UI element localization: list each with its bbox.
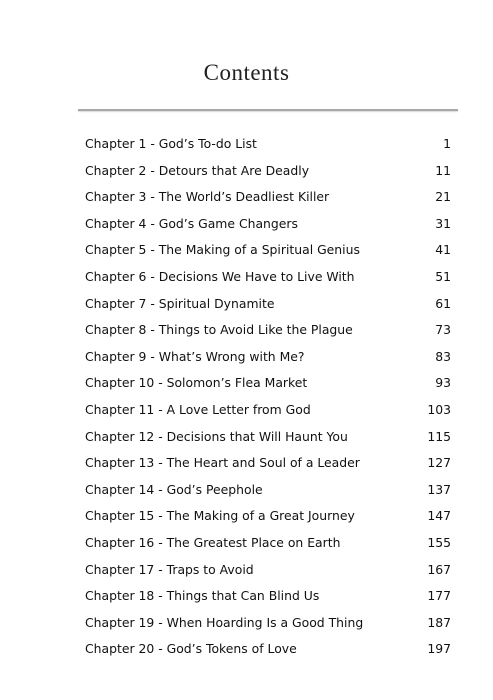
chapter-title: Detours that Are Deadly — [158, 162, 310, 178]
toc-entry-label — [85, 214, 298, 234]
chapter-number: Chapter 14 — [85, 481, 155, 497]
chapter-separator: - — [146, 242, 159, 258]
chapter-number: Chapter 18 — [85, 588, 155, 604]
chapter-separator: - — [146, 295, 159, 311]
chapter-separator: - — [154, 401, 167, 417]
page-number: 11 — [435, 162, 451, 178]
chapter-title: When Hoarding Is a Good Thing — [166, 614, 364, 630]
chapter-number: Chapter 6 — [85, 268, 147, 284]
chapter-number: Chapter 15 — [85, 508, 155, 524]
chapter-number: Chapter 8 — [85, 322, 147, 338]
page-number: 187 — [427, 614, 451, 630]
toc-entry[interactable] — [85, 480, 451, 507]
chapter-title: The Making of a Spiritual Genius — [158, 242, 360, 258]
toc-entry-label — [85, 639, 297, 659]
toc-entry[interactable] — [85, 320, 451, 347]
page-number: 73 — [435, 322, 451, 338]
toc-entry-label — [85, 586, 319, 606]
chapter-title: What’s Wrong with Me? — [158, 348, 305, 364]
chapter-number: Chapter 4 — [85, 215, 147, 231]
toc-entry-label — [85, 400, 311, 420]
page-number: 197 — [427, 641, 451, 657]
toc-entry-label — [85, 240, 360, 260]
page-number: 167 — [427, 561, 451, 577]
title-divider — [78, 109, 458, 111]
chapter-title: Things that Can Blind Us — [166, 588, 320, 604]
chapter-title: Decisions We Have to Live With — [158, 268, 355, 284]
chapter-number: Chapter 11 — [85, 401, 155, 417]
page-title: Contents — [203, 60, 290, 85]
chapter-separator: - — [146, 348, 159, 364]
toc-entry[interactable] — [85, 373, 451, 400]
page-number: 127 — [427, 455, 451, 471]
toc-entry-label — [85, 480, 263, 500]
page-number: 31 — [435, 215, 451, 231]
chapter-separator: - — [146, 136, 159, 151]
chapter-separator: - — [146, 162, 159, 178]
chapter-title: The Heart and Soul of a Leader — [166, 455, 360, 471]
toc-entry[interactable] — [85, 134, 451, 161]
toc-entry[interactable] — [85, 240, 451, 267]
chapter-separator: - — [146, 189, 159, 205]
chapter-separator: - — [154, 455, 167, 471]
page-number: 21 — [435, 189, 451, 205]
chapter-number: Chapter 19 — [85, 614, 155, 630]
chapter-separator: - — [146, 268, 159, 284]
toc-entry[interactable] — [85, 533, 451, 560]
toc-entry[interactable] — [85, 161, 451, 188]
chapter-number: Chapter 17 — [85, 561, 155, 577]
page-number: 41 — [435, 242, 451, 258]
toc-entry[interactable] — [85, 586, 451, 613]
toc-entry-label — [85, 613, 363, 633]
chapter-number: Chapter 12 — [85, 428, 155, 444]
table-of-contents — [85, 134, 451, 666]
chapter-title: Traps to Avoid — [166, 561, 254, 577]
toc-entry[interactable] — [85, 347, 451, 374]
chapter-separator: - — [154, 588, 167, 604]
chapter-number: Chapter 13 — [85, 455, 155, 471]
chapter-separator: - — [154, 428, 167, 444]
chapter-number: Chapter 5 — [85, 242, 147, 258]
page-number: 155 — [427, 534, 451, 550]
chapter-separator: - — [146, 215, 159, 231]
toc-entry[interactable] — [85, 214, 451, 241]
toc-entry-label — [85, 533, 340, 553]
toc-entry[interactable] — [85, 560, 451, 587]
toc-entry-label — [85, 506, 355, 526]
toc-entry[interactable] — [85, 427, 451, 454]
page-number: 137 — [427, 481, 451, 497]
toc-entry-label — [85, 161, 309, 181]
toc-entry[interactable] — [85, 294, 451, 321]
chapter-separator: - — [154, 481, 167, 497]
page-number: 177 — [427, 588, 451, 604]
toc-entry[interactable] — [85, 187, 451, 214]
toc-entry[interactable] — [85, 639, 451, 666]
chapter-separator: - — [146, 322, 159, 338]
chapter-title: Things to Avoid Like the Plague — [158, 322, 353, 338]
chapter-title: The Making of a Great Journey — [166, 508, 355, 524]
chapter-title: God’s Peephole — [166, 481, 263, 497]
chapter-title: Solomon’s Flea Market — [166, 375, 308, 391]
chapter-number: Chapter 2 — [85, 162, 147, 178]
chapter-title: The World’s Deadliest Killer — [158, 189, 330, 205]
chapter-separator: - — [154, 508, 167, 524]
chapter-title: Decisions that Will Haunt You — [166, 428, 348, 444]
chapter-title: God’s To-do List — [158, 136, 257, 151]
chapter-title: The Greatest Place on Earth — [166, 534, 341, 550]
toc-entry-label — [85, 347, 305, 367]
page-number: 93 — [435, 375, 451, 391]
toc-entry[interactable] — [85, 613, 451, 640]
toc-entry-label — [85, 134, 257, 154]
page-number: 1 — [443, 136, 451, 151]
chapter-number: Chapter 16 — [85, 534, 155, 550]
chapter-separator: - — [154, 641, 167, 657]
chapter-separator: - — [154, 614, 167, 630]
chapter-separator: - — [154, 561, 167, 577]
page-number: 103 — [427, 401, 451, 417]
chapter-title: God’s Tokens of Love — [166, 641, 297, 657]
page-number: 51 — [435, 268, 451, 284]
toc-entry[interactable] — [85, 506, 451, 533]
page-number: 83 — [435, 348, 451, 364]
chapter-number: Chapter 7 — [85, 295, 147, 311]
toc-entry-label — [85, 294, 274, 314]
chapter-title: A Love Letter from God — [166, 401, 311, 417]
toc-entry-label — [85, 560, 254, 580]
toc-entry[interactable] — [85, 453, 451, 480]
page-number: 115 — [427, 428, 451, 444]
toc-entry-label — [85, 320, 353, 340]
chapter-number: Chapter 9 — [85, 348, 147, 364]
toc-entry-label — [85, 187, 329, 207]
toc-entry-label — [85, 267, 355, 287]
page-number: 61 — [435, 295, 451, 311]
chapter-number: Chapter 3 — [85, 189, 147, 205]
toc-entry-label — [85, 453, 360, 473]
chapter-number: Chapter 20 — [85, 641, 155, 657]
toc-entry[interactable] — [85, 267, 451, 294]
chapter-separator: - — [154, 534, 167, 550]
chapter-separator: - — [154, 375, 167, 391]
chapter-number: Chapter 1 — [85, 136, 147, 151]
toc-entry[interactable] — [85, 400, 451, 427]
page-number: 147 — [427, 508, 451, 524]
toc-entry-label — [85, 373, 307, 393]
toc-entry-label — [85, 427, 348, 447]
chapter-title: God’s Game Changers — [158, 215, 298, 231]
chapter-title: Spiritual Dynamite — [158, 295, 275, 311]
chapter-number: Chapter 10 — [85, 375, 155, 391]
